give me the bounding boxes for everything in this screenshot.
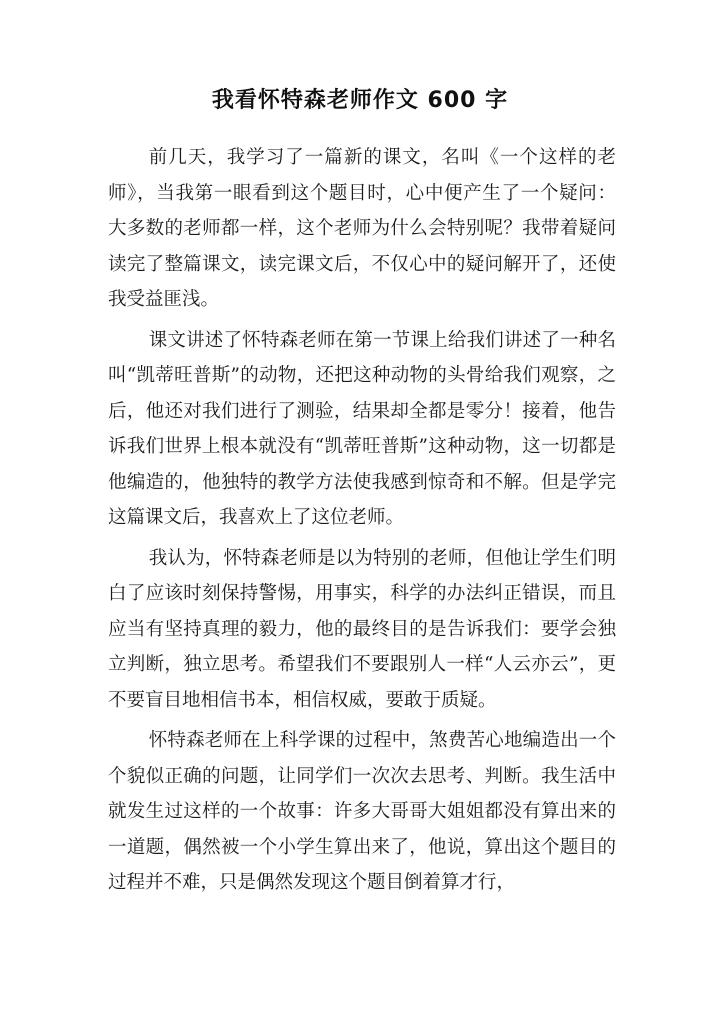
paragraph-2: 课文讲述了怀特森老师在第一节课上给我们讲述了一种名叫“凯蒂旺普斯”的动物，还把这种动物的头骨给我们观察，之后，他还对我们进行了测验，结果却全都是零分！接着，他告诉我们世界上根本就没有“凯蒂旺普斯”这种动物，这一切都是他编造的，他独特的教学方法使我感到惊奇和不解。但是学完这篇课文后，我喜欢上了这位老师。 [108, 329, 616, 528]
paragraph-1: 前几天，我学习了一篇新的课文，名叫《一个这样的老师》，当我第一眼看到这个题目时，心中便产生了一个疑问：大多数的老师都一样，这个老师为什么会特别呢？我带着疑问读完了整篇课文，读完课文后，不仅心中的疑问解开了，还使我受益匪浅。 [108, 147, 616, 310]
paragraph-4: 怀特森老师在上科学课的过程中，煞费苦心地编造出一个个貌似正确的问题，让同学们一次次去思考、判断。我生活中就发生过这样的一个故事：许多大哥哥大姐姐都没有算出来的一道题，偶然被一个小学生算出来了，他说，算出这个题目的过程并不难，只是偶然发现这个题目倒着算才行， [108, 730, 616, 893]
paragraph-3: 我认为，怀特森老师是以为特别的老师，但他让学生们明白了应该时刻保持警惕，用事实，科学的办法纠正错误，而且应当有坚持真理的毅力，他的最终目的是告诉我们：要学会独立判断，独立思考。希望我们不要跟别人一样“人云亦云”，更不要盲目地相信书本，相信权威，要敢于质疑。 [108, 547, 616, 711]
document-body [108, 140, 616, 906]
document-title: 我看怀特森老师作文 600 字 [211, 88, 509, 113]
